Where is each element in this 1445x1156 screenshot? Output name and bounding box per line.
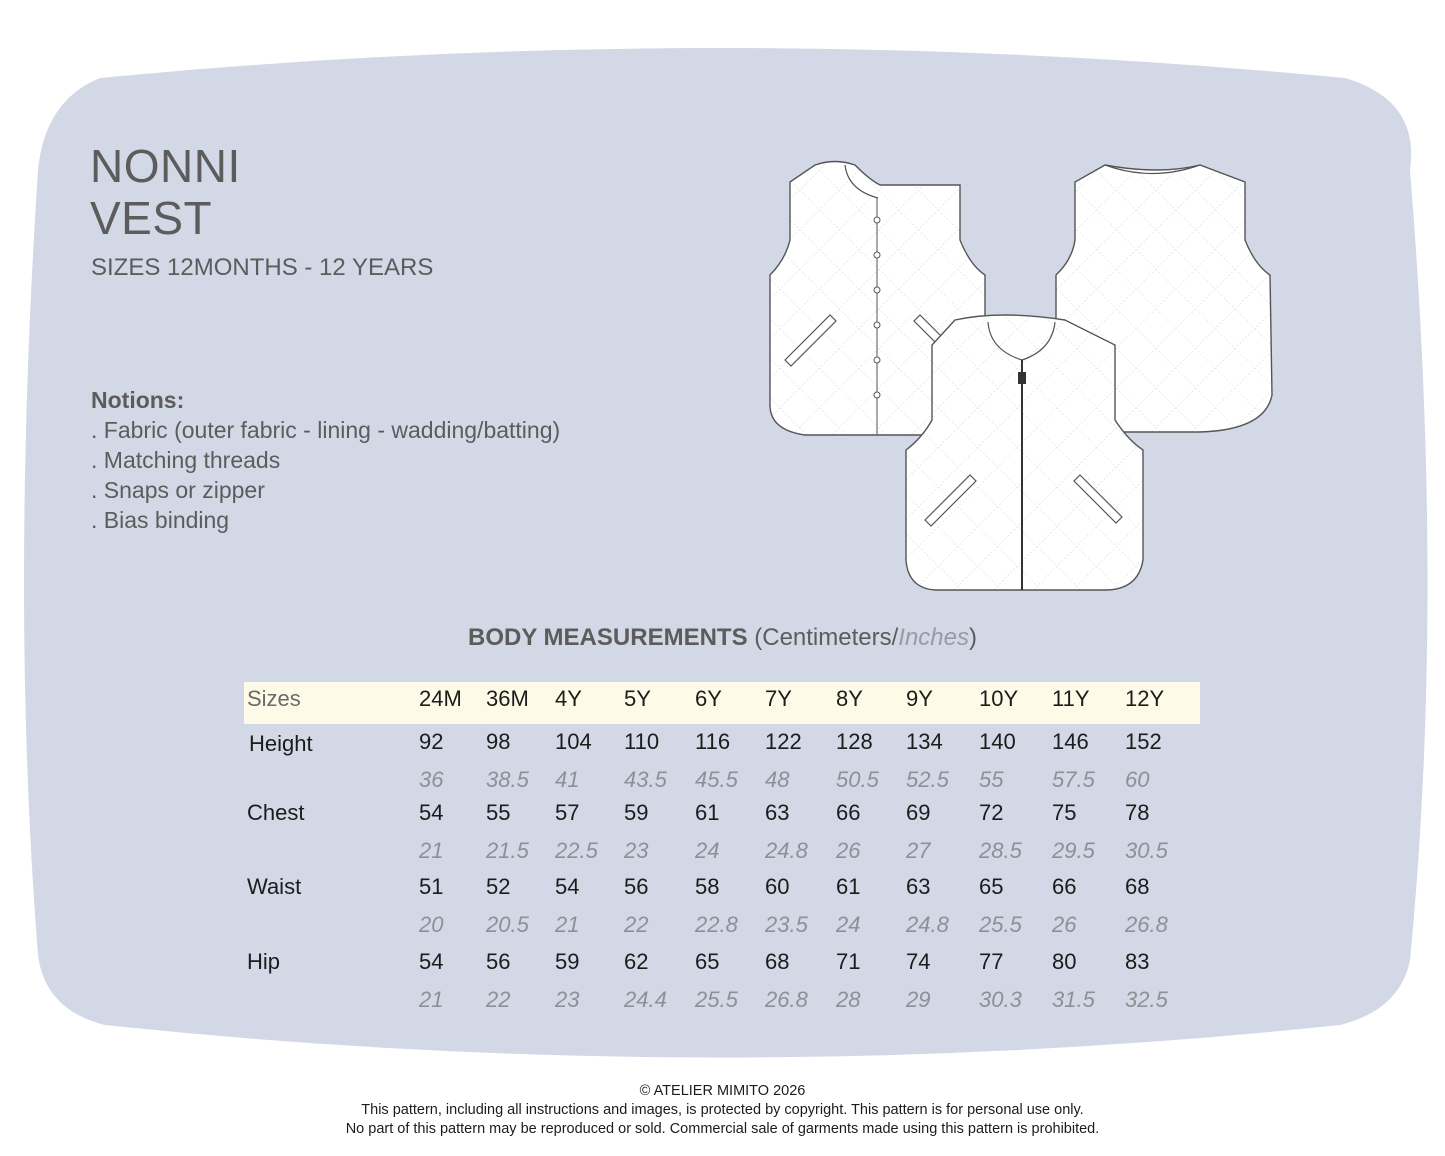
inch-value: 22 (624, 912, 649, 937)
size-header: 4Y (555, 686, 582, 711)
cm-value: 51 (419, 874, 444, 899)
inch-value: 21 (419, 987, 444, 1012)
sizes-label: Sizes (247, 686, 301, 711)
inch-value: 22 (486, 987, 511, 1012)
inch-value: 26 (836, 838, 861, 863)
cm-value: 104 (555, 729, 592, 754)
cm-value: 69 (906, 800, 931, 825)
cm-value: 56 (486, 949, 511, 974)
footer-line: © ATELIER MIMITO 2026 (639, 1083, 806, 1099)
cm-value: 140 (979, 729, 1016, 754)
inch-value: 24.8 (765, 838, 808, 863)
inch-value: 22.8 (695, 912, 738, 937)
cm-value: 68 (1125, 874, 1150, 899)
inch-value: 24.4 (624, 987, 667, 1012)
inch-value: 31.5 (1052, 987, 1095, 1012)
size-header: 5Y (624, 686, 651, 711)
cm-value: 54 (419, 800, 444, 825)
inch-value: 21 (419, 838, 444, 863)
cm-value: 61 (836, 874, 861, 899)
measurements-units-open: (Centimeters/ (747, 624, 899, 651)
size-header: 11Y (1052, 686, 1090, 711)
measurements-heading (0, 624, 1445, 652)
cm-value: 110 (624, 729, 660, 754)
inch-value: 29 (906, 987, 931, 1012)
inch-value: 50.5 (836, 767, 879, 792)
inch-value: 23 (624, 838, 649, 863)
cm-value: 61 (695, 800, 720, 825)
size-header: 8Y (836, 686, 863, 711)
cm-value: 71 (836, 949, 861, 974)
cm-value: 65 (979, 874, 1004, 899)
size-header: 36M (486, 686, 529, 711)
cm-value: 59 (624, 800, 649, 825)
notions-item: . Snaps or zipper (91, 477, 265, 503)
cm-value: 66 (1052, 874, 1077, 899)
title-line-2: VEST (90, 192, 213, 244)
copyright-footer (0, 1082, 1445, 1139)
inch-value: 38.5 (486, 767, 529, 792)
cm-value: 83 (1125, 949, 1150, 974)
cm-value: 62 (624, 949, 649, 974)
cm-value: 66 (836, 800, 861, 825)
size-header: 9Y (906, 686, 933, 711)
inch-value: 24 (695, 838, 720, 863)
inch-value: 23 (555, 987, 580, 1012)
notions-item: . Bias binding (91, 507, 230, 533)
notions-item: . Matching threads (91, 447, 281, 473)
cm-value: 128 (836, 729, 873, 754)
cm-value: 72 (979, 800, 1004, 825)
inch-value: 26.8 (1125, 912, 1168, 937)
inch-value: 45.5 (695, 767, 738, 792)
inch-value: 22.5 (555, 838, 598, 863)
cm-value: 57 (555, 800, 580, 825)
cm-value: 52 (486, 874, 511, 899)
inch-value: 30.5 (1125, 838, 1168, 863)
inch-value: 21.5 (486, 838, 529, 863)
inch-value: 26.8 (765, 987, 808, 1012)
cm-value: 55 (486, 800, 511, 825)
inch-value: 25.5 (695, 987, 738, 1012)
size-header: 12Y (1125, 686, 1165, 711)
row-label: Height (249, 731, 313, 756)
inch-value: 30.3 (979, 987, 1022, 1012)
cm-value: 152 (1125, 729, 1162, 754)
cm-value: 54 (419, 949, 444, 974)
inch-value: 41 (555, 767, 580, 792)
title-line-1: NONNI (90, 140, 241, 192)
inch-value: 21 (555, 912, 580, 937)
row-label: Chest (247, 800, 305, 825)
size-header: 6Y (695, 686, 722, 711)
inch-value: 43.5 (624, 767, 667, 792)
measurements-units-inches: Inches (898, 624, 969, 651)
cm-value: 56 (624, 874, 649, 899)
row-label: Hip (247, 949, 281, 974)
cm-value: 65 (695, 949, 720, 974)
inch-value: 23.5 (765, 912, 808, 937)
cm-value: 80 (1052, 949, 1077, 974)
row-label: Waist (247, 874, 302, 899)
inch-value: 48 (765, 767, 790, 792)
cm-value: 60 (765, 874, 790, 899)
cm-value: 74 (906, 949, 931, 974)
inch-value: 27 (906, 838, 931, 863)
vest-illustration (760, 150, 1280, 600)
size-range: SIZES 12MONTHS - 12 YEARS (91, 254, 434, 281)
footer-line: No part of this pattern may be reproduced or sold. Commercial sale of garments made using this pattern is prohibited. (345, 1121, 1100, 1137)
cm-value: 77 (979, 949, 1004, 974)
cm-value: 78 (1125, 800, 1150, 825)
inch-value: 24.8 (906, 912, 949, 937)
inch-value: 52.5 (906, 767, 949, 792)
cm-value: 98 (486, 729, 511, 754)
inch-value: 57.5 (1052, 767, 1095, 792)
inch-value: 28.5 (979, 838, 1022, 863)
pattern-title (90, 140, 241, 244)
cm-value: 146 (1052, 729, 1089, 754)
size-header: 10Y (979, 686, 1019, 711)
inch-value: 36 (419, 767, 444, 792)
cm-value: 134 (906, 729, 943, 754)
notions-section (91, 385, 560, 535)
inch-value: 20 (419, 912, 444, 937)
cm-value: 54 (555, 874, 580, 899)
footer-line: This pattern, including all instructions and images, is protected by copyright. This pattern is for personal use only. (361, 1102, 1084, 1118)
inch-value: 60 (1125, 767, 1150, 792)
vest-front-zipper-view (906, 315, 1143, 590)
cm-value: 116 (695, 729, 731, 754)
inch-value: 25.5 (979, 912, 1022, 937)
notions-heading: Notions: (91, 387, 185, 413)
cm-value: 63 (906, 874, 931, 899)
inch-value: 55 (979, 767, 1004, 792)
inch-value: 28 (836, 987, 861, 1012)
inch-value: 24 (836, 912, 861, 937)
cm-value: 68 (765, 949, 790, 974)
notions-item: . Fabric (outer fabric - lining - wadding/batting) (91, 417, 561, 443)
inch-value: 20.5 (486, 912, 529, 937)
cm-value: 59 (555, 949, 580, 974)
measurements-title: BODY MEASUREMENTS (467, 624, 748, 651)
inch-value: 29.5 (1052, 838, 1095, 863)
inch-value: 32.5 (1125, 987, 1168, 1012)
cm-value: 92 (419, 729, 444, 754)
measurements-units-close: ) (969, 624, 977, 651)
cm-value: 63 (765, 800, 790, 825)
size-header: 7Y (765, 686, 792, 711)
cm-value: 58 (695, 874, 720, 899)
cm-value: 122 (765, 729, 802, 754)
inch-value: 26 (1052, 912, 1077, 937)
size-header: 24M (419, 686, 462, 711)
cm-value: 75 (1052, 800, 1077, 825)
